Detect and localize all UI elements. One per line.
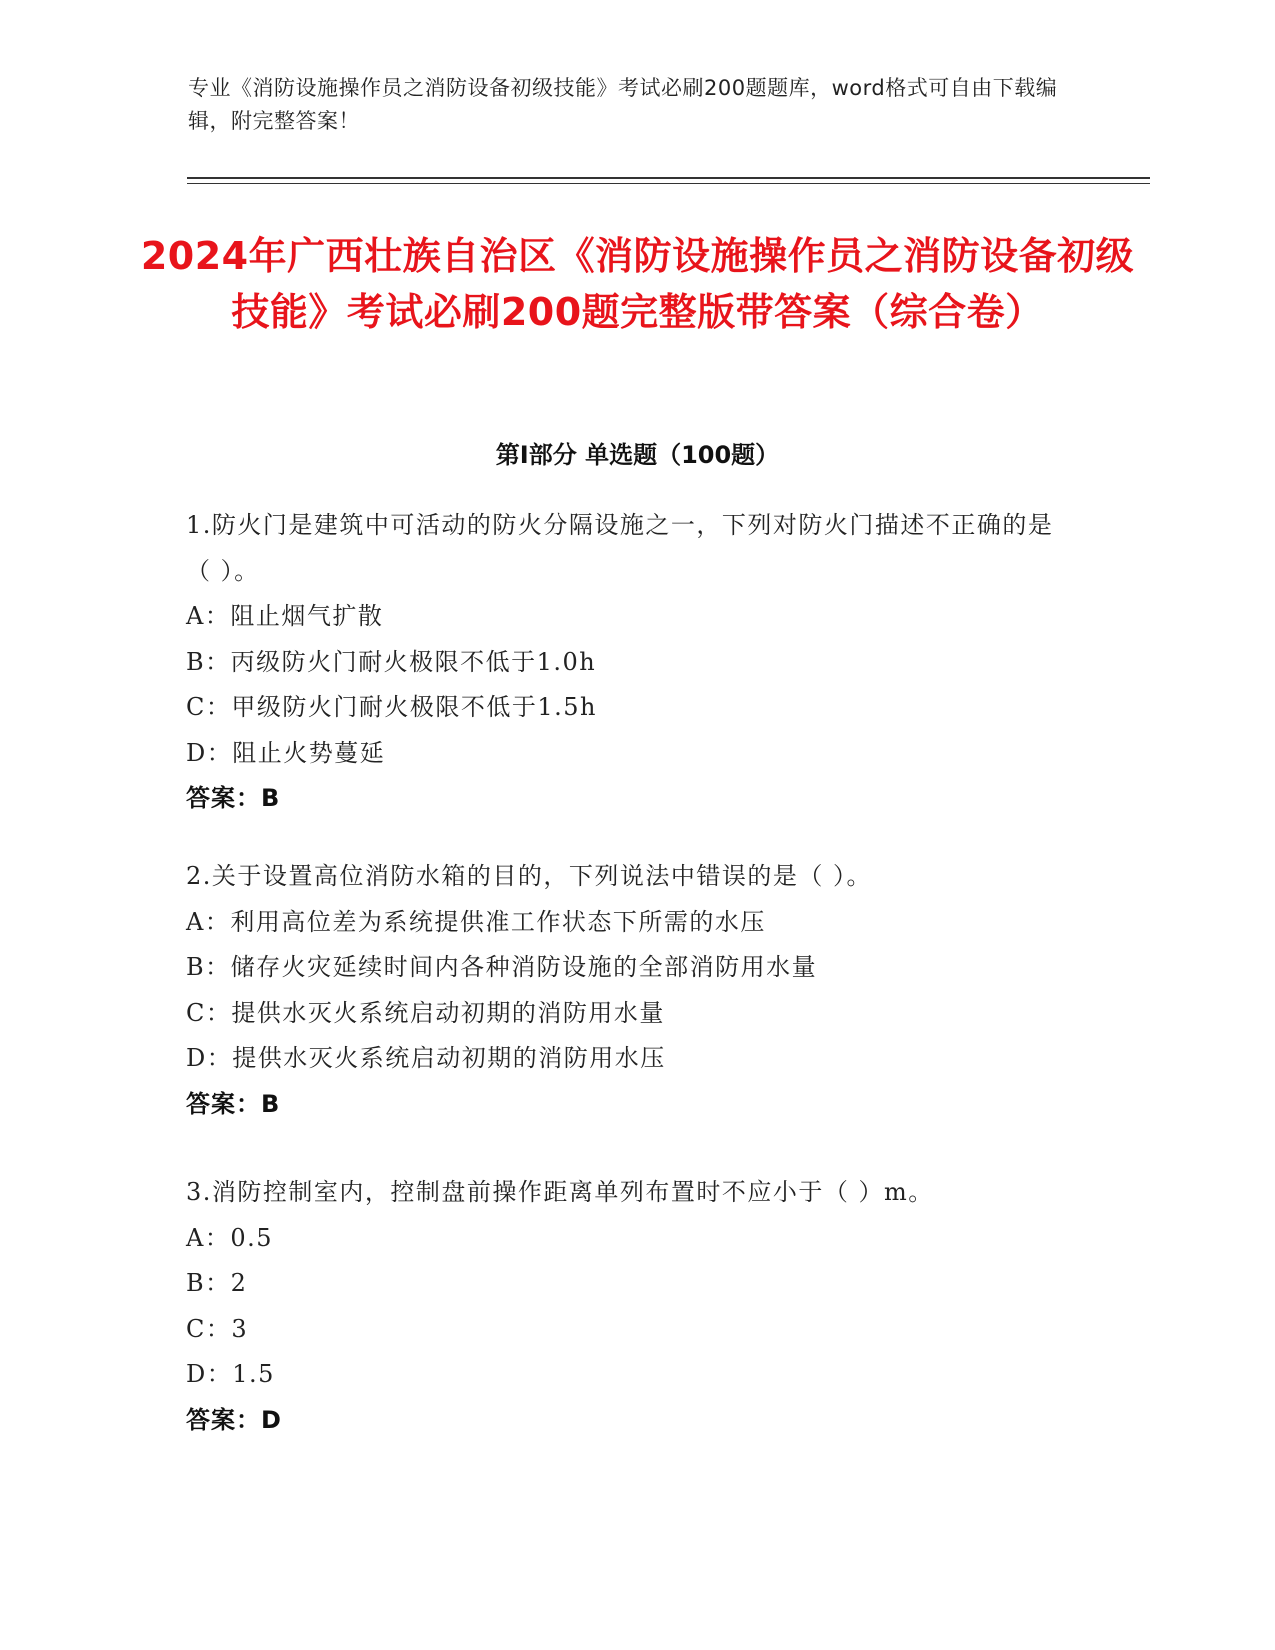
option-d: D：1.5: [186, 1360, 275, 1388]
option-d: D：提供水灭火系统启动初期的消防用水压: [186, 1044, 666, 1072]
question-1: [186, 503, 1066, 822]
question-2: [186, 854, 1066, 1127]
question-stem: 1.防火门是建筑中可活动的防火分隔设施之一，下列对防火门描述不正确的是（ ）。: [186, 511, 1054, 585]
option-a: A：0.5: [186, 1223, 273, 1252]
header-rule-thin: [187, 183, 1150, 184]
question-3: [186, 1170, 1066, 1443]
option-b: B：2: [186, 1269, 248, 1297]
question-stem: 3.消防控制室内，控制盘前操作距离单列布置时不应小于（ ）m。: [186, 1178, 934, 1206]
option-b: B：丙级防火门耐火极限不低于1.0h: [186, 647, 597, 676]
option-c: C：3: [186, 1314, 249, 1343]
option-a: A：利用高位差为系统提供准工作状态下所需的水压: [186, 907, 766, 936]
header-note: 专业《消防设施操作员之消防设备初级技能》考试必刷200题题库，word格式可自由下载编辑，附完整答案！: [188, 76, 1058, 133]
question-stem: 2.关于设置高位消防水箱的目的，下列说法中错误的是（ ）。: [186, 862, 873, 890]
option-a: A：阻止烟气扩散: [186, 602, 384, 630]
answer-label: 答案：B: [186, 1089, 281, 1118]
option-c: C：提供水灭火系统启动初期的消防用水量: [186, 998, 665, 1027]
option-b: B：储存火灾延续时间内各种消防设施的全部消防用水量: [186, 953, 818, 981]
document-title: 2024年广西壮族自治区《消防设施操作员之消防设备初级技能》考试必刷200题完整版带答案（综合卷）: [140, 234, 1135, 334]
answer-label: 答案：B: [186, 784, 281, 812]
header-rule-thick: [187, 177, 1150, 179]
answer-label: 答案：D: [186, 1405, 282, 1434]
option-d: D：阻止火势蔓延: [186, 738, 386, 767]
section-heading: 第Ⅰ部分 单选题（100题）: [495, 441, 780, 469]
option-c: C：甲级防火门耐火极限不低于1.5h: [186, 693, 597, 721]
